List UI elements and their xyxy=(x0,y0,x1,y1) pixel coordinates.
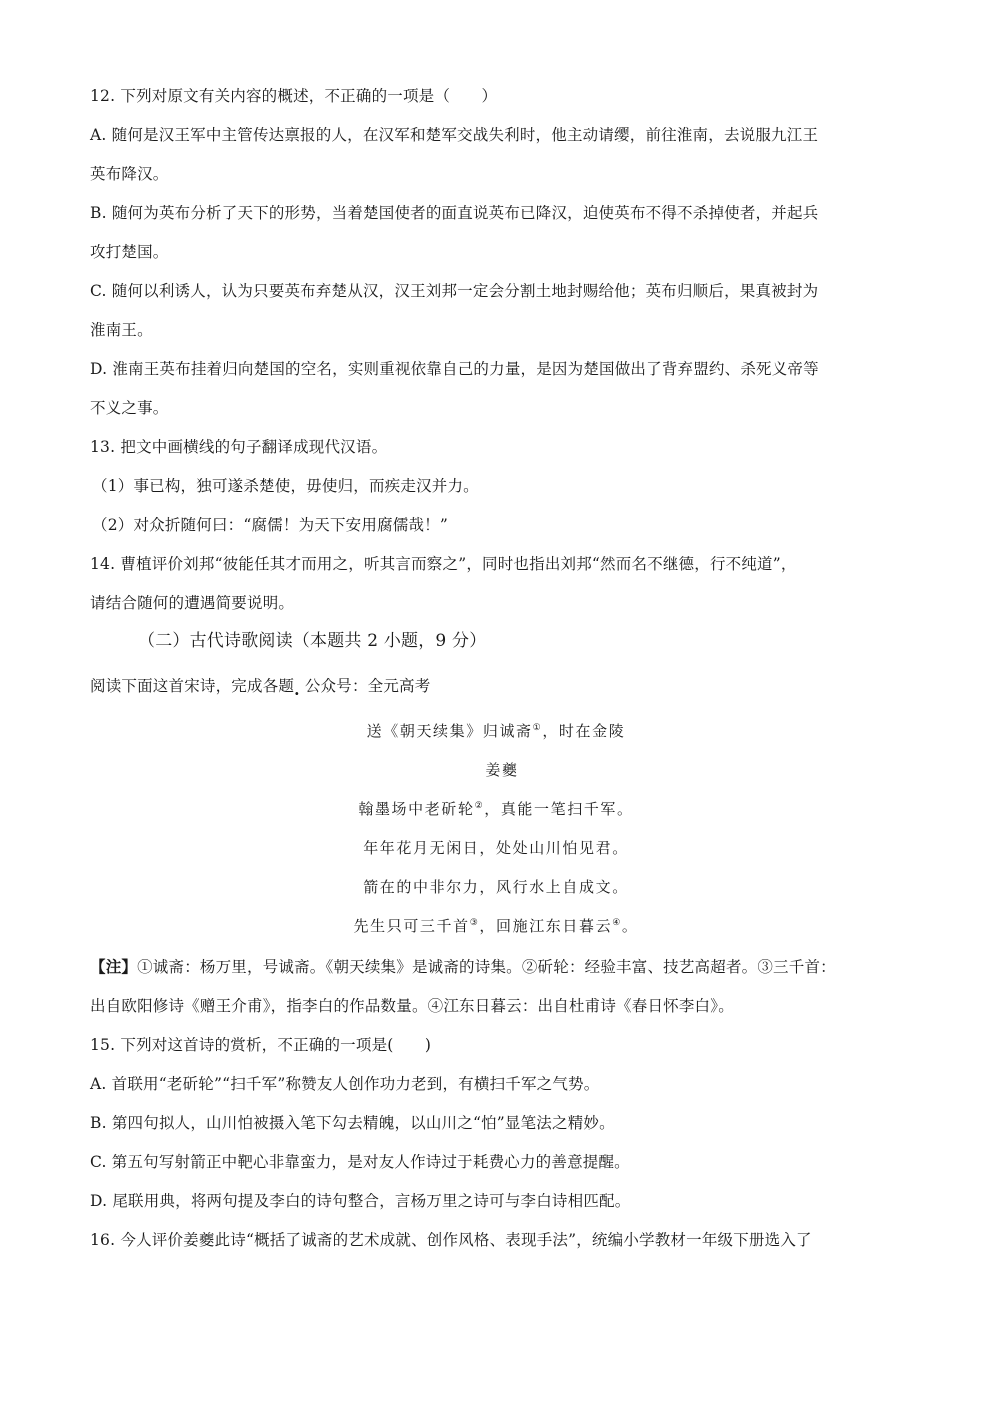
q14-line1: 14. 曹植评价刘邦“彼能任其才而用之，听其言而察之”，同时也指出刘邦“然而名不继德，行不纯道”， xyxy=(90,555,797,573)
section-intro-text: 阅读下面这首宋诗，完成各题 xyxy=(90,677,295,695)
note-line2: 出自欧阳修诗《赠王介甫》，指李白的作品数量。④江东日暮云：出自杜甫诗《春日怀李白》。 xyxy=(90,997,734,1015)
q16-line1: 16. 今人评价姜夔此诗“概括了诚斋的艺术成就、创作风格、表现手法”，统编小学教材一年级下册选入了 xyxy=(90,1231,812,1249)
q12-option-d-line1: D. 淮南王英布挂着归向楚国的空名，实则重视依靠自己的力量，是因为楚国做出了背弃盟约、杀死义帝等 xyxy=(90,360,819,378)
q12-option-a-line2: 英布降汉。 xyxy=(90,165,169,183)
q13-sentence-1: （1）事已构，独可遂杀楚使，毋使归，而疾走汉并力。 xyxy=(92,477,479,495)
poem-line-4-b: ，回施江东日暮云 xyxy=(479,917,613,935)
q15-option-a: A. 首联用“老斫轮”“扫千军”称赞友人创作功力老到，有横扫千军之气势。 xyxy=(90,1075,600,1093)
poem-line-4-c: 。 xyxy=(621,917,639,935)
q12-option-d-line2: 不义之事。 xyxy=(90,399,169,417)
q12-option-c-line1: C. 随何以利诱人，认为只要英布弃楚从汉，汉王刘邦一定会分割土地封赐给他；英布归顺后，果真被封为 xyxy=(90,282,819,300)
poem-line-1 xyxy=(0,799,992,819)
q13-stem: 13. 把文中画横线的句子翻译成现代汉语。 xyxy=(90,438,388,456)
q13-sentence-2: （2）对众折随何曰：“腐儒！为天下安用腐儒哉！” xyxy=(92,516,449,534)
q12-option-b-line2: 攻打楚国。 xyxy=(90,243,169,261)
q12-option-c-line2: 淮南王。 xyxy=(90,321,153,339)
poem-line-4-footnote-3: ③ xyxy=(469,918,480,928)
note-label: 【注】 xyxy=(90,957,138,976)
note-line1-text: ①诚斋：杨万里，号诚斋。《朝天续集》是诚斋的诗集。②斫轮：经验丰富、技艺高超者。③三千首： xyxy=(137,958,836,976)
section-intro-dot: . xyxy=(294,680,300,699)
q12-option-a-line1: A. 随何是汉王军中主管传达禀报的人，在汉军和楚军交战失利时，他主动请缨，前往淮南，去说服九江王 xyxy=(90,126,819,144)
note-line1 xyxy=(90,957,905,977)
poem-line-2: 年年花月无闲日，处处山川怕见君。 xyxy=(363,839,629,857)
poem-line-1-a: 翰墨场中老斫轮 xyxy=(358,800,475,818)
section-intro-source: 公众号：全元高考 xyxy=(304,677,431,695)
poem-author: 姜夔 xyxy=(485,761,519,779)
poem-line-4-a: 先生只可三千首 xyxy=(353,917,470,935)
section-intro xyxy=(90,676,905,699)
q15-option-b: B. 第四句拟人，山川怕被摄入笔下勾去精魄，以山川之“怕”显笔法之精妙。 xyxy=(90,1114,615,1132)
section-title: （二）古代诗歌阅读（本题共 2 小题，9 分） xyxy=(138,631,487,651)
poem-title xyxy=(0,721,992,741)
q14-line2: 请结合随何的遭遇简要说明。 xyxy=(90,594,295,612)
poem-line-1-b: ，真能一笔扫千军。 xyxy=(484,800,634,818)
poem-line-3: 箭在的中非尔力，风行水上自成文。 xyxy=(363,878,629,896)
poem-title-tail: ，时在金陵 xyxy=(542,722,626,740)
q15-option-c: C. 第五句写射箭正中靶心非靠蛮力，是对友人作诗过于耗费心力的善意提醒。 xyxy=(90,1153,630,1171)
q15-option-d: D. 尾联用典，将两句提及李白的诗句整合，言杨万里之诗可与李白诗相匹配。 xyxy=(90,1192,631,1210)
q15-stem: 15. 下列对这首诗的赏析，不正确的一项是( ) xyxy=(90,1036,432,1054)
poem-line-4-footnote-4: ④ xyxy=(612,918,622,928)
q12-stem: 12. 下列对原文有关内容的概述，不正确的一项是（ ） xyxy=(90,87,498,105)
q12-option-b-line1: B. 随何为英布分析了天下的形势，当着楚国使者的面直说英布已降汉，迫使英布不得不杀掉使者，并起兵 xyxy=(90,204,819,222)
poem-title-footnote: ① xyxy=(532,723,543,733)
poem-line-4 xyxy=(0,916,992,936)
poem-line-1-footnote: ② xyxy=(474,801,485,811)
poem-title-text: 送《朝天续集》归诚斋 xyxy=(366,722,533,740)
